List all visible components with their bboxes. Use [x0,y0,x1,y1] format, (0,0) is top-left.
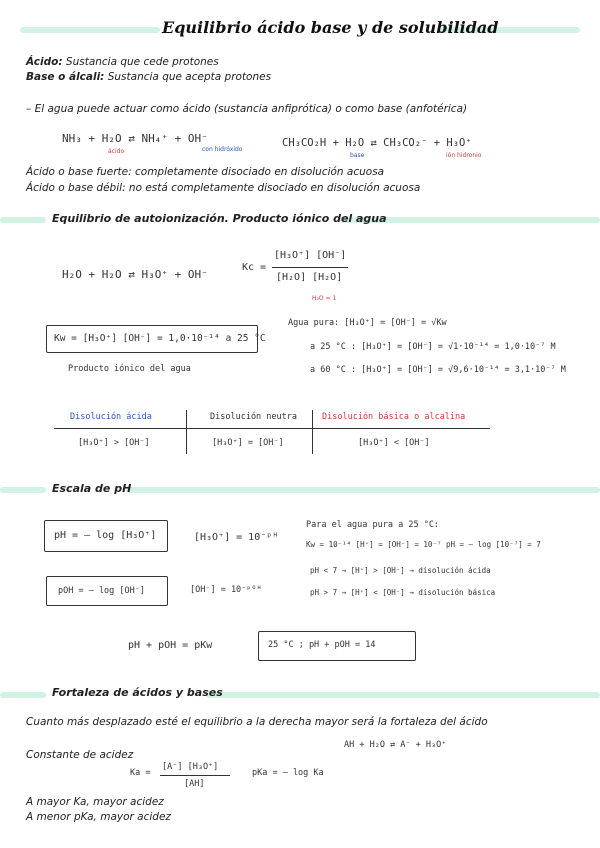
ph-highlight-left [0,487,46,493]
table-divider-1 [186,410,187,454]
water-note: – El agua puede actuar como ácido (sustancia anfiprótica) o como base (anfotérica) [26,103,468,115]
ph-note-pure-water: Para el agua pura a 25 °C: [306,520,440,530]
ph-note-acidic: pH < 7 → [H⁺] > [OH⁻] → disolución ácida [310,566,491,575]
ph-highlight-right [126,487,600,493]
weak-definition: Ácido o base débil: no está completamente disociado en disolución acuosa [26,182,421,194]
pure-water-line: Agua pura: [H₃O⁺] = [OH⁻] = √Kw [288,318,447,328]
ka-rule: A mayor Ka, mayor acidez [26,796,164,808]
ka-fraction-bar [160,775,230,776]
acid-term: Ácido: [26,56,63,68]
table-header-neutral: Disolución neutra [210,412,297,422]
acid-def: Sustancia que cede protones [65,56,219,68]
table-header-basic: Disolución básica o alcalina [322,412,466,422]
kc-label: Kc = [242,262,267,273]
oh-from-poh: [OH⁻] = 10⁻ᵖᴼᴴ [190,585,262,595]
kw-caption: Producto iónico del agua [68,364,191,374]
kc-numerator: [H₃O⁺] [OH⁻] [274,250,347,261]
base-def: Sustancia que acepta protones [107,71,272,83]
ammonia-acid-label: ácido [108,148,125,155]
h3o-from-ph: [H₃O⁺] = 10⁻ᵖᴴ [194,532,279,543]
strength-heading: Fortaleza de ácidos y bases [52,686,223,699]
ph-poh-25c: 25 °C ; pH + pOH = 14 [268,640,376,650]
pure-60c-line: a 60 °C : [H₃O⁺] = [OH⁻] = √9,6·10⁻¹⁴ = 3,1·10⁻⁷ M [310,365,566,375]
ph-note-kw: Kw = 10⁻¹⁴ [H⁺] = [OH⁻] = 10⁻⁷ pH = – log [10⁻⁷] = 7 [306,540,541,549]
table-cell-acid: [H₃O⁺] > [OH⁻] [78,438,150,448]
table-horizontal-rule [54,428,490,429]
base-term: Base o álcali: [26,71,105,83]
acid-definition [26,56,219,68]
ammonia-equation: NH₃ + H₂O ⇄ NH₄⁺ + OH⁻ [62,132,208,145]
ka-title: Constante de acidez [26,749,134,761]
kc-denominator: [H₂O] [H₂O] [276,272,343,283]
strength-line: Cuanto más desplazado esté el equilibrio a la derecha mayor será la fortaleza del ácido [26,716,488,728]
autoion-reaction: H₂O + H₂O ⇄ H₃O⁺ + OH⁻ [62,268,208,281]
kc-note: H₂O = 1 [312,295,337,302]
table-cell-basic: [H₃O⁺] < [OH⁻] [358,438,430,448]
autoion-highlight-left [0,217,46,223]
page-title: Equilibrio ácido base y de solubilidad [162,18,499,37]
acetic-equation: CH₃CO₂H + H₂O ⇄ CH₃CO₂⁻ + H₃O⁺ [282,137,472,149]
table-header-acid: Disolución ácida [70,412,152,422]
pka-definition: pKa = – log Ka [252,768,324,778]
kc-fraction-bar [272,267,348,268]
ka-label: Ka = [130,768,151,778]
ka-denominator: [AH] [184,779,205,789]
kw-expression: Kw = [H₃O⁺] [OH⁻] = 1,0·10⁻¹⁴ a 25 °C [54,333,266,344]
strong-definition: Ácido o base fuerte: completamente disociado en disolución acuosa [26,166,385,178]
ka-numerator: [A⁻] [H₃O⁺] [162,762,219,772]
title-highlight-left [20,27,160,33]
table-divider-2 [312,410,313,454]
strength-highlight-right [206,692,600,698]
ph-poh-sum: pH + pOH = pKw [128,640,213,651]
table-cell-neutral: [H₃O⁺] = [OH⁻] [212,438,284,448]
pure-25c-line: a 25 °C : [H₃O⁺] = [OH⁻] = √1·10⁻¹⁴ = 1,0·10⁻⁷ M [310,342,556,352]
ph-definition: pH = – log [H₃O⁺] [54,530,157,541]
poh-definition: pOH = – log [OH⁻] [58,586,145,596]
autoion-heading: Equilibrio de autoionización. Producto iónico del agua [52,212,387,225]
acetic-base-label: base [350,152,365,159]
ph-note-basic: pH > 7 → [H⁺] < [OH⁻] → disolución básica [310,588,496,597]
ammonia-conj-base-label: con hidróxido [202,146,243,153]
pka-rule: A menor pKa, mayor acidez [26,811,171,823]
acetic-conj-acid-label: ión hidronio [446,152,482,159]
acid-dissociation-eq: AH + H₂O ⇄ A⁻ + H₃O⁺ [344,740,447,750]
ph-heading: Escala de pH [52,482,132,495]
base-definition [26,71,271,83]
strength-highlight-left [0,692,46,698]
